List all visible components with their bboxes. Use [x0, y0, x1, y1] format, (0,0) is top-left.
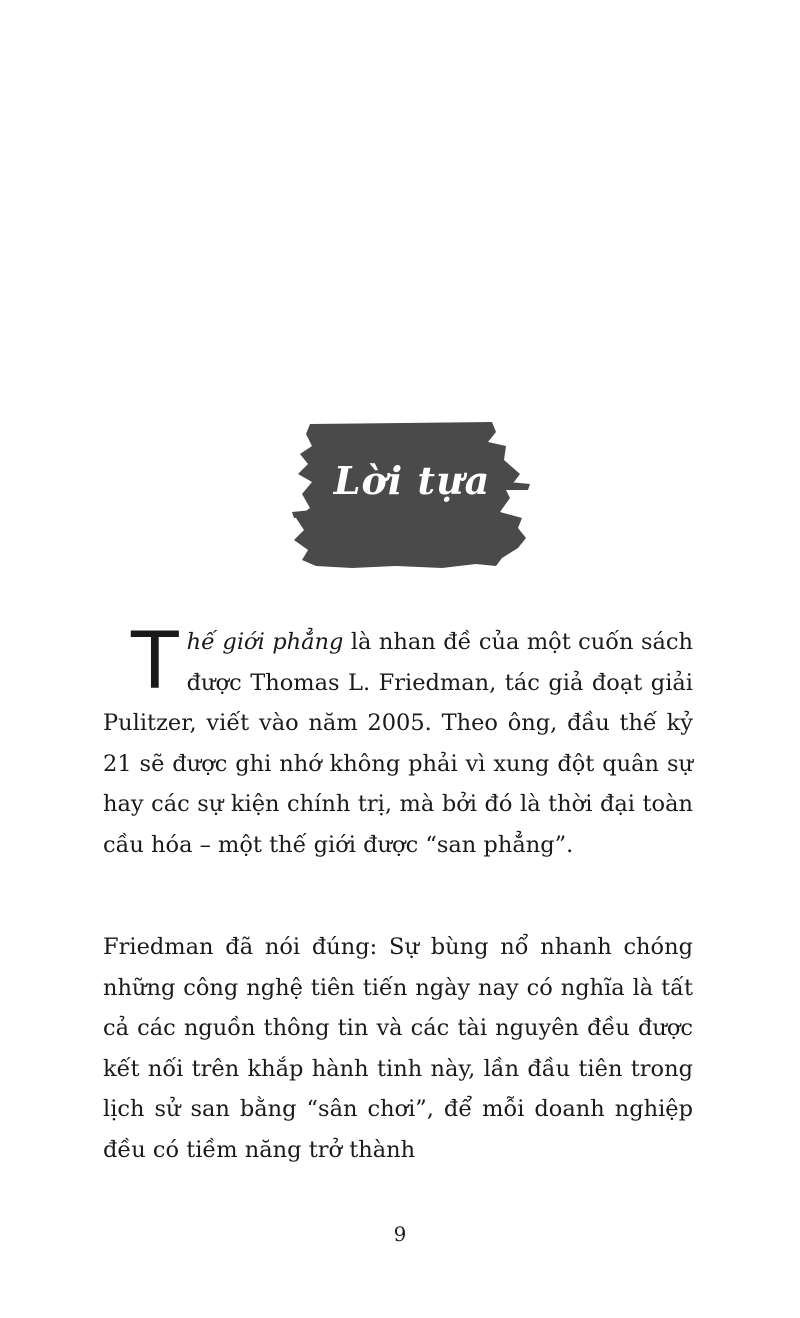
chapter-title: Lời tựa — [333, 458, 491, 503]
chapter-title-banner — [292, 420, 532, 570]
paragraph-1-text: là nhan đề của một cuốn sách được Thomas L. Friedman, tác giả đoạt giải Pulitzer, viết vào năm 2005. Theo ông, đầu thế kỷ 21 sẽ được ghi nhớ không phải vì xung đột quân sự hay các sự kiện chính trị, mà bởi đó là thời đại toàn cầu hóa – một thế giới được “san phẳng”. — [103, 629, 694, 858]
paragraph-2 — [103, 927, 693, 1171]
page-number: 9 — [393, 1222, 407, 1246]
paragraph-1 — [103, 617, 694, 866]
book-title-italic: hế giới phẳng — [186, 629, 344, 655]
drop-cap-letter: T — [131, 617, 179, 707]
paragraph-2-text: Friedman đã nói đúng: Sự bùng nổ nhanh chóng những công nghệ tiên tiến ngày nay có nghĩa là tất cả các nguồn thông tin và các tài nguyên đều được kết nối trên khắp hành tinh này, lần đầu tiên trong lịch sử san bằng “sân chơi”, để mỗi doanh nghiệp đều có tiềm năng trở thành — [103, 934, 693, 1163]
